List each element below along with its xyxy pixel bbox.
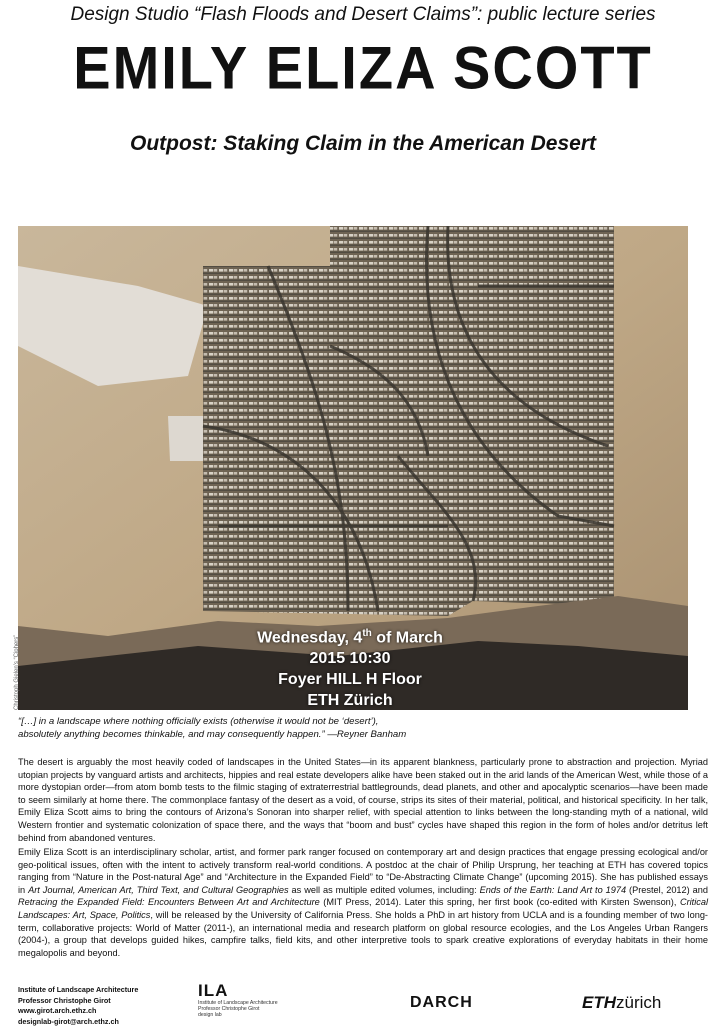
bio-book-3: Critical Landscapes: Art, Space, Politics xyxy=(18,897,708,920)
bio-book-2: Retracing the Expanded Field: Encounters Between Art and Architecture xyxy=(18,897,320,907)
bio-text-3: (Prestel, 2012) and xyxy=(626,885,708,895)
ila-logo-line-3: design lab xyxy=(198,1012,278,1018)
ila-logo-mark: ILA xyxy=(198,982,278,1000)
eth-zurich-logo xyxy=(582,993,661,1013)
quote-line-1: “[…] in a landscape where nothing officially exists (otherwise it would not be ‘desert’), xyxy=(18,715,708,728)
bio-publications-1: Art Journal, American Art, Third Text, and Cultural Geographies xyxy=(28,885,289,895)
photo-credit: Christoph Gielen’s “Ciphers” xyxy=(14,600,20,710)
event-date-suffix: th xyxy=(362,628,371,639)
footer-website[interactable]: www.girot.arch.ethz.ch xyxy=(18,1006,138,1017)
event-date-post: of March xyxy=(372,629,443,646)
event-details xyxy=(200,623,500,711)
bio-book-1: Ends of the Earth: Land Art to 1974 xyxy=(480,885,626,895)
bio-text-1: Emily Eliza Scott is an interdisciplinary scholar, artist, and former park ranger focused on contemporary art and design practices that engage pressing ecological and/or geo-political issues, often with the intent to actively transform real-world conditions. A postdoc at the chair of Philip Ursprung, her teaching at ETH has covered topics ranging from “Nature in the Post-natural Age” and “Architecture in the Expanded Field” to “De-Abstracting Climate Change” (upcoming 2015). She has published essays in xyxy=(18,847,708,895)
footer-contact xyxy=(18,985,138,1027)
speaker-bio xyxy=(18,846,708,959)
eth-logo-rest: zürich xyxy=(616,993,661,1012)
speaker-name: EMILY ELIZA SCOTT xyxy=(0,30,726,106)
ila-logo xyxy=(198,982,278,1018)
event-date xyxy=(200,623,500,648)
eth-logo-bold: ETH xyxy=(582,993,616,1012)
quote-line-2: absolutely anything becomes thinkable, and may consequently happen.” —Reyner Banham xyxy=(18,728,708,741)
footer-professor: Professor Christophe Girot xyxy=(18,996,138,1007)
event-date-pre: Wednesday, 4 xyxy=(257,629,362,646)
ila-logo-line-2: Professor Christophe Girot xyxy=(198,1006,278,1012)
bio-text-5: , will be released by the University of California Press. She holds a PhD in art history from UCLA and is a founding member of two long-term, collaborative projects: World of Matter (2011-), an international media and research platform on global resource ecologies, and the Los Angeles Urban Rangers (2004-), a group that develops guided hikes, campfire talks, field kits, and other interpretive tools to spark creative explorations of everyday habitats in their home megalopolis and beyond. xyxy=(18,910,708,958)
footer-institute: Institute of Landscape Architecture xyxy=(18,985,138,996)
bio-text-4: (MIT Press, 2014). Later this spring, her first book (co-edited with Kirsten Swenson), xyxy=(320,897,680,907)
epigraph-quote xyxy=(18,715,708,741)
event-time: 2015 10:30 xyxy=(200,648,500,669)
darch-logo: DARCH xyxy=(410,994,473,1012)
event-institution: ETH Zürich xyxy=(200,690,500,711)
lecture-title: Outpost: Staking Claim in the American Desert xyxy=(0,132,726,156)
footer-email[interactable]: designlab-girot@arch.ethz.ch xyxy=(18,1017,138,1027)
ila-logo-line-1: Institute of Landscape Architecture xyxy=(198,1000,278,1006)
bio-text-2: as well as multiple edited volumes, including: xyxy=(289,885,480,895)
event-place: Foyer HILL H Floor xyxy=(200,669,500,690)
lecture-abstract: The desert is arguably the most heavily coded of landscapes in the United States—in its apparent blankness, particularly prone to abstraction and projection. Myriad utopian projects by vanguard artists and architects, hippies and real estate developers alike have been staked out in the arid lands of the American West, while those of a more dystopian order—from atom bomb tests to the filmic staging of extraterrestrial battlegrounds, dead planets, and other and apocalyptic scenarios—have been made to seem similarly at home there. The commonplace fantasy of the desert as a void, of course, strips its sites of their material, political, and historical specificity. In her talk, Emily Eliza Scott aims to bring the contours of Arizona’s Sonoran into sharper relief, with special attention to links between the long-standing myth of a national, wild Western frontier and systematic colonization of space there, and the ways that “boom and bust” cycles have shaped this region in the form of holes and/or detritus left behind from abandoned ventures. xyxy=(18,756,708,844)
lecture-series-title: Design Studio “Flash Floods and Desert Claims”: public lecture series xyxy=(0,4,726,26)
